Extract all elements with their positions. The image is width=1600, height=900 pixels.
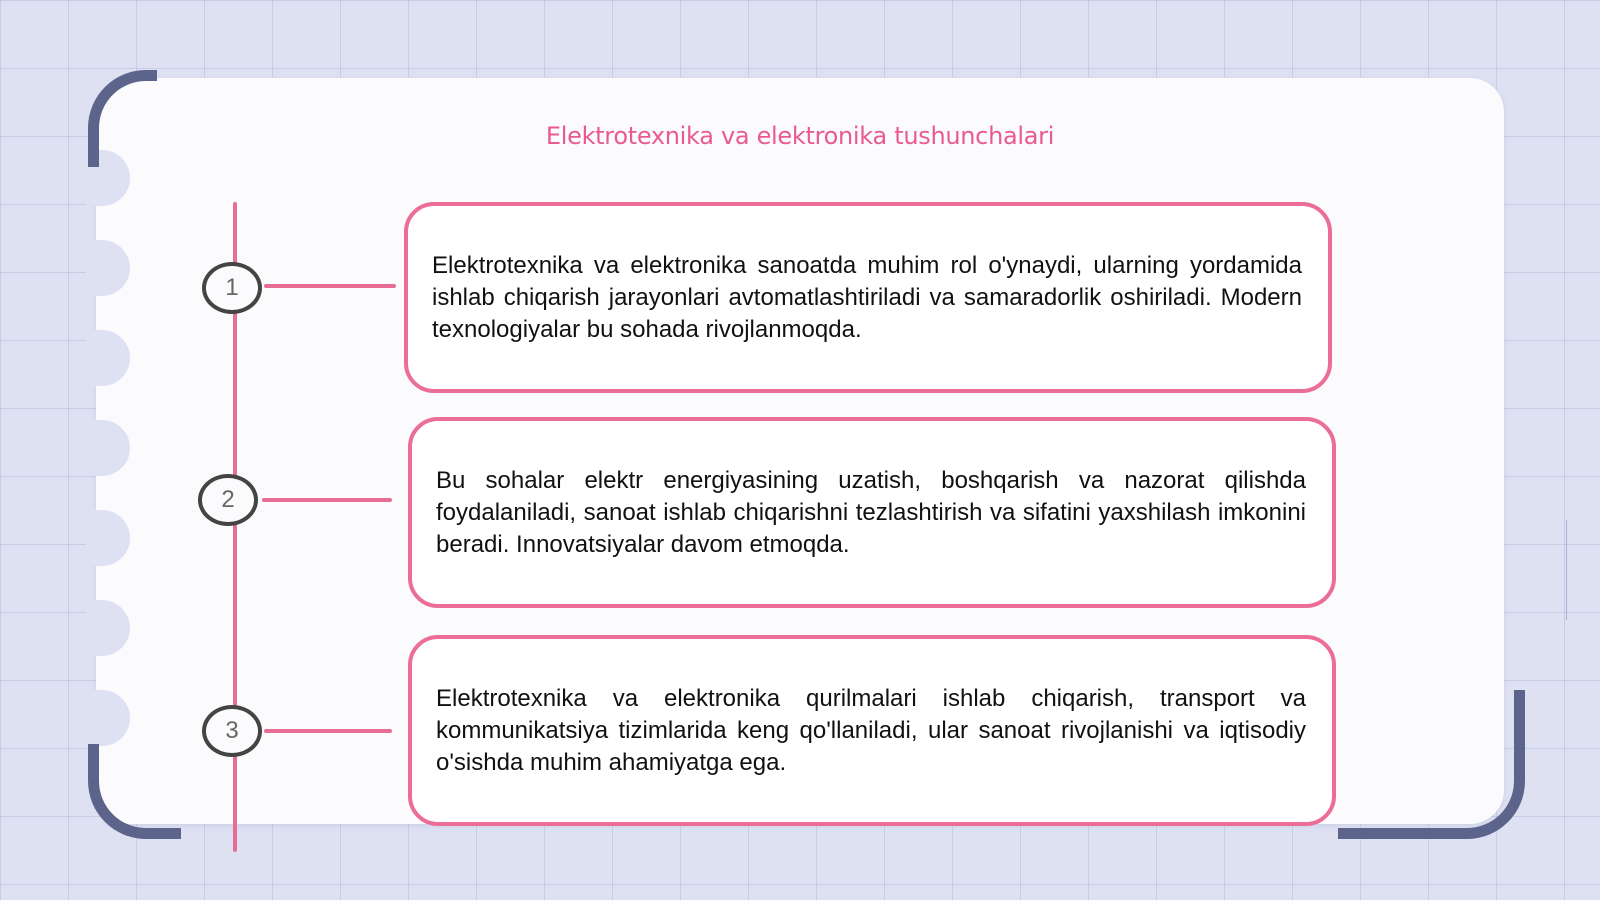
corner-bracket-bottom-right [1338, 690, 1525, 839]
slide-title: Elektrotexnika va elektronika tushunchalari [545, 122, 1055, 150]
info-card-text: Bu sohalar elektr energiyasining uzatish, boshqarish va nazorat qilishda foydalaniladi, sanoat ishlab chiqarishni tezlashtirish va sifatini yaxshilash imkonini beradi. Innovatsiyalar davom etmoqda. [436, 466, 1306, 558]
info-card [408, 417, 1336, 608]
corner-bracket-top-left [88, 70, 157, 167]
timeline-number-badge [202, 262, 262, 314]
info-card [408, 635, 1336, 826]
timeline-number: 2 [221, 486, 235, 513]
info-card-text: Elektrotexnika va elektronika sanoatda muhim rol o'ynaydi, ularning yordamida ishlab chiqarish jarayonlari avtomatlashtiriladi va samaradorlik oshiriladi. Modern texnologiyalar bu sohada rivojlanmoqda. [432, 251, 1302, 343]
info-card [404, 202, 1332, 393]
timeline-connector [264, 284, 396, 288]
decorative-line [1566, 520, 1567, 620]
corner-bracket-bottom-left [88, 744, 181, 839]
timeline-connector [264, 729, 392, 733]
info-card-text: Elektrotexnika va elektronika qurilmalari ishlab chiqarish, transport va kommunikatsiya tizimlarida keng qo'llaniladi, ular sanoat rivojlanishi va iqtisodiy o'sishda muhim ahamiyatga ega. [436, 684, 1306, 776]
timeline-number: 3 [225, 717, 239, 744]
timeline-connector [262, 498, 392, 502]
timeline-number-badge [198, 474, 258, 526]
timeline-number: 1 [225, 274, 239, 301]
timeline-number-badge [202, 705, 262, 757]
